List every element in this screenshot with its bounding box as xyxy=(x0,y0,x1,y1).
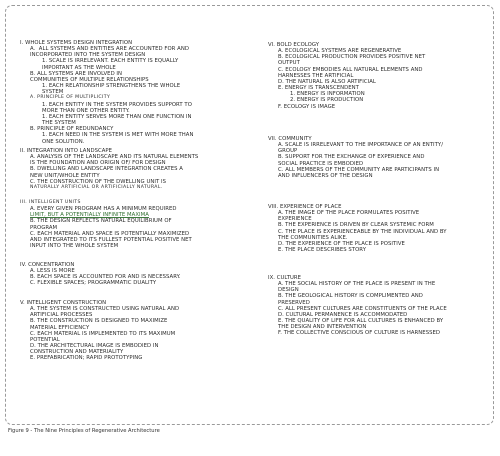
outline-item: INPUT INTO THE WHOLE SYSTEM xyxy=(30,243,119,250)
outline-item: B. SUPPORT FOR THE EXCHANGE OF EXPERIENCE AND xyxy=(278,154,425,161)
outline-item: A. LESS IS MORE xyxy=(30,268,75,275)
principle-section xyxy=(268,136,500,179)
outline-item: F. THE COLLECTIVE CONSCIOUS OF CULTURE IS HARNESSED xyxy=(278,330,441,337)
section-title: VIII. EXPERIENCE OF PLACE xyxy=(268,204,342,210)
outline-item: B. THE DESIGN REFLECTS NATURAL EQUILIBRIUM OF xyxy=(30,218,172,225)
outline-item: IMPORTANT AS THE WHOLE xyxy=(42,64,116,71)
outline-item: C. ALL PRESENT CULTURES ARE CONSTITUENTS OF THE PLACE xyxy=(278,305,447,312)
outline-item: D. CULTURAL PERMANENCE IS ACCOMMODATED xyxy=(278,311,408,318)
outline-item: C. THE CONSTRUCTION OF THE DWELLING UNIT IS xyxy=(30,178,167,185)
outline-item: HARNESSES THE ARTIFICIAL xyxy=(278,72,354,79)
outline-item: B. THE EXPERIENCE IS DRIVEN BY CLEAR SYSTEMIC FORM xyxy=(278,222,434,229)
outline-item: B. EACH SPACE IS ACCOUNTED FOR AND IS NECESSARY. xyxy=(30,274,181,281)
outline-item: A. SCALE IS IRRELEVANT TO THE IMPORTANCE OF AN ENTITY/ xyxy=(278,142,444,149)
outline-item: E. THE QUALITY OF LIFE FOR ALL CULTURES IS ENHANCED BY xyxy=(278,318,444,325)
outline-item: CONSTRUCTION AND MATERIALITY xyxy=(30,349,124,356)
outline-item: GROUP xyxy=(278,148,298,155)
section-title: IV. CONCENTRATION xyxy=(20,262,75,268)
outline-item: A. THE IMAGE OF THE PLACE FORMULATES POSITIVE xyxy=(278,210,420,217)
outline-item: 1. EACH RELATIONSHIP STRENGTHENS THE WHOLE xyxy=(42,83,181,90)
outline-item: A. THE SOCIAL HISTORY OF THE PLACE IS PRESENT IN THE xyxy=(278,281,436,288)
section-title: VII. COMMUNITY xyxy=(268,136,312,142)
outline-item: DESIGN xyxy=(278,287,299,294)
outline-item: ONE SOLUTION. xyxy=(42,138,85,145)
outline-item: C. THE PLACE IS EXPERIENCEABLE BY THE INDIVIDUAL AND BY xyxy=(278,228,447,235)
outline-item: EXPERIENCE xyxy=(278,216,312,223)
principle-section xyxy=(268,275,500,337)
outline-item: C. ALL MEMBERS OF THE COMMUNITY ARE PARTICIPANTS IN xyxy=(278,166,440,173)
outline-item: SOCIAL PRACTICE IS EMBODIED xyxy=(278,160,364,167)
outline-item: IS THE FOUNDATION AND ORIGIN OF/ FOR DESIGN xyxy=(30,160,166,167)
outline-item: B. DWELLING AND LANDSCAPE INTEGRATION CREATES A xyxy=(30,166,183,173)
outline-item: THE DESIGN AND INTERVENTION xyxy=(278,324,367,331)
outline-item: AND INTEGRATED TO ITS FULLEST POTENTIAL POSITIVE NET xyxy=(30,236,192,243)
outline-item: B. THE GEOLOGICAL HISTORY IS COMPLIMENTED AND xyxy=(278,293,423,300)
outline-item: 1. EACH ENTITY IN THE SYSTEM PROVIDES SUPPORT TO xyxy=(42,101,192,108)
outline-item: 1. EACH ENTITY SERVES MORE THAN ONE FUNCTION IN xyxy=(42,113,192,120)
outline-item: A. THE SYSTEM IS CONSTRUCTED USING NATURAL AND xyxy=(30,306,180,313)
outline-item: C. FLEXIBLE SPACES; PROGRAMMATIC DUALITY xyxy=(30,280,157,287)
outline-item: POTENTIAL xyxy=(30,336,60,343)
outline-item: E. PREFABRICATION; RAPID PROTOTYPING xyxy=(30,355,143,362)
outline-item: B. PRINCIPLE OF REDUNDANCY xyxy=(30,126,114,133)
principle-section xyxy=(20,148,264,191)
outline-item: A. ECOLOGICAL SYSTEMS ARE REGENERATIVE xyxy=(278,48,402,55)
outline-item: NEW UNIT/WHOLE ENTITY xyxy=(30,172,100,179)
outline-item: NATURALLY ARTIFICIAL OR ARTIFICIALLY NATURAL. xyxy=(30,184,163,190)
outline-item: D. THE EXPERIENCE OF THE PLACE IS POSITIVE xyxy=(278,240,405,247)
outline-item: COMMUNITIES OF MULTIPLE RELATIONSHIPS xyxy=(30,76,149,83)
outline-item: INCORPORATED INTO THE SYSTEM DESIGN xyxy=(30,52,146,59)
outline-item: C. ECOLOGY EMBODIES ALL NATURAL ELEMENTS AND xyxy=(278,66,423,73)
outline-item: THE COMMUNITIES ALIKE. xyxy=(278,234,348,241)
outline-item: F. ECOLOGY IS IMAGE xyxy=(278,103,336,110)
outline-item: 1. EACH NEED IN THE SYSTEM IS MET WITH MORE THAN xyxy=(42,132,194,139)
outline-item: B. ALL SYSTEMS ARE INVOLVED IN xyxy=(30,70,123,77)
outline-item: D. THE ARCHITECTURAL IMAGE IS EMBODIED IN xyxy=(30,343,159,350)
outline-item: A. PRINCIPLE OF MULTIPLICITY xyxy=(30,95,111,101)
section-title: II. INTEGRATION INTO LANDSCAPE xyxy=(20,148,113,154)
outline-item: 2. ENERGY IS PRODUCTION xyxy=(290,97,364,104)
outline-item: MATERIAL EFFICIENCY xyxy=(30,324,90,331)
outline-item: 1. ENERGY IS INFORMATION xyxy=(290,91,365,98)
outline-item: A. EVERY GIVEN PROGRAM HAS A MINIMUM REQUIRED xyxy=(30,206,177,213)
outline-item: 1. SCALE IS IRRELEVANT. EACH ENTITY IS EQUALLY xyxy=(42,58,179,65)
principle-section xyxy=(20,262,264,287)
outline-item: OUTPUT xyxy=(278,60,300,67)
outline-item: B. THE CONSTRUCTION IS DESIGNED TO MAXIMIZE xyxy=(30,318,168,325)
section-title: V. INTELLIGENT CONSTRUCTION xyxy=(20,300,107,306)
section-title: VI. BOLD ECOLOGY xyxy=(268,42,319,48)
outline-item: PROGRAM xyxy=(30,224,58,231)
outline-item: A. ANALYSIS OF THE LANDSCAPE AND ITS NATURAL ELEMENTS xyxy=(30,154,199,161)
section-title: I. WHOLE SYSTEMS DESIGN INTEGRATION xyxy=(20,40,133,46)
principle-section xyxy=(268,42,500,110)
outline-item: MORE THAN ONE OTHER ENTITY. xyxy=(42,107,130,114)
outline-item: LIMIT, BUT A POTENTIALLY INFINITE MAXIMA xyxy=(30,212,149,219)
outline-item: ARTIFICIAL PROCESSES xyxy=(30,312,93,319)
outline-item: E. THE PLACE DESCRIBES STORY xyxy=(278,247,366,254)
outline-item: D. THE NATURAL IS ALSO ARTIFICIAL xyxy=(278,78,376,85)
outline-item: C. EACH MATERIAL IS IMPLEMENTED TO ITS MAXIMUM xyxy=(30,330,176,337)
outline-item: A. ALL SYSTEMS AND ENTITIES ARE ACCOUNTED FOR AND xyxy=(30,46,189,53)
figure-frame xyxy=(5,5,494,425)
outline-item: PRESERVED xyxy=(278,299,310,306)
principle-section xyxy=(20,200,264,249)
outline-item: E. ENERGY IS TRANSCENDENT xyxy=(278,85,359,92)
principle-section xyxy=(20,40,264,145)
outline-item: AND INFLUENCERS OF THE DESIGN xyxy=(278,172,373,179)
principle-section xyxy=(20,300,264,362)
section-title: IX. CULTURE xyxy=(268,275,302,281)
outline-item: B. ECOLOGICAL PRODUCTION PROVIDES POSITIVE NET xyxy=(278,54,426,61)
principle-section xyxy=(268,204,500,253)
outline-item: C. EACH MATERIAL AND SPACE IS POTENTIALLY MAXIMIZED xyxy=(30,230,190,237)
section-title: III. INTELLIGENT UNITS xyxy=(20,200,81,205)
figure-caption: Figure 9 - The Nine Principles of Regenerative Architecture xyxy=(8,428,160,434)
outline-item: SYSTEM xyxy=(42,89,64,96)
outline-item: THE SYSTEM xyxy=(42,120,76,127)
